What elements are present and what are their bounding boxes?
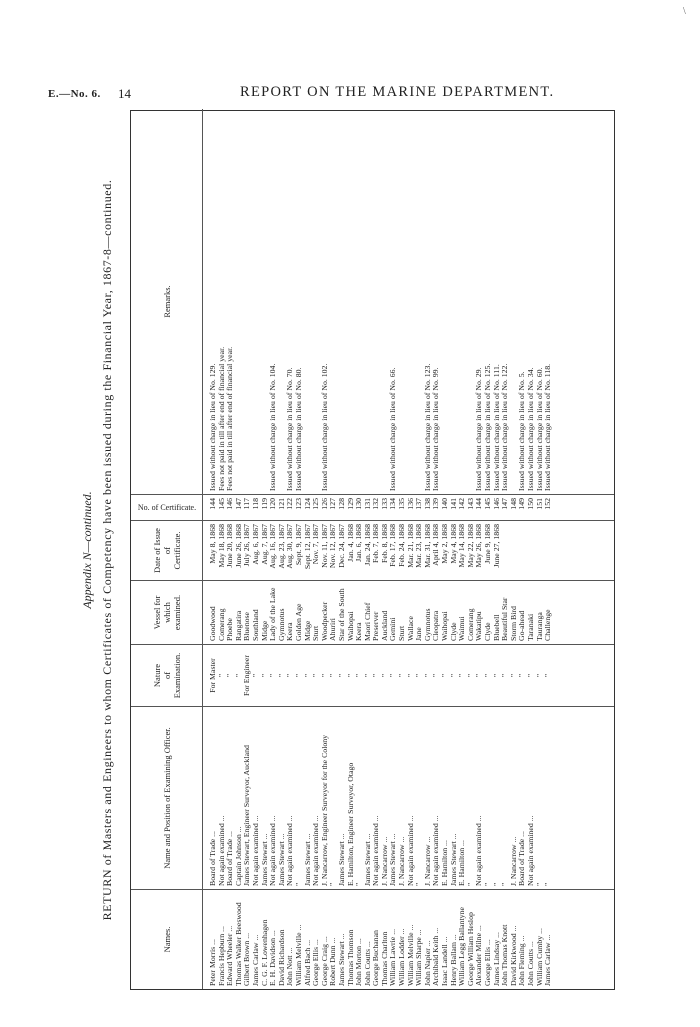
examiner-cell: " <box>543 882 553 886</box>
number-cell: 134 <box>388 498 398 510</box>
number-cell: 149 <box>517 498 527 510</box>
vessel-cell: Golden Age <box>293 603 303 641</box>
examiner-cell: James Stewart ... <box>362 833 372 886</box>
examiner-cell: James Stewart ... <box>302 833 312 886</box>
number-cell: 130 <box>354 498 364 510</box>
vessel-cell: Midge <box>302 620 312 641</box>
vessel-cell: Auckland <box>379 610 389 641</box>
nature-cell: " <box>388 673 398 678</box>
name-cell: Henry Ballam ... <box>448 934 458 986</box>
nature-cell: " <box>362 673 372 678</box>
nature-cell: " <box>336 673 346 678</box>
number-cell: 139 <box>431 498 441 510</box>
remarks-cell <box>304 109 313 494</box>
remarks-cell: Issued without charge in lieu of No. 60. <box>534 367 544 491</box>
date-cell: Sept. 12, 1867 <box>302 524 312 570</box>
vessel-header: Vessel for which examined. <box>131 581 203 644</box>
nature-header: Nature of Examination. <box>131 645 203 706</box>
vessel-cell: Cleopatra <box>431 610 441 641</box>
nature-cell: " <box>302 673 312 678</box>
number-cell: 137 <box>414 498 424 510</box>
date-cell: Aug. 30, 1867 <box>285 524 295 569</box>
nature-cell: " <box>250 673 260 678</box>
examiner-cell: Not again examined ... <box>525 815 535 886</box>
examiner-cell: " <box>491 882 501 886</box>
remarks-cell <box>407 109 416 494</box>
examiner-cell: Not again examined ... <box>405 815 415 886</box>
nature-cell: " <box>465 673 475 678</box>
vessel-cell: Maori Chief <box>362 602 372 641</box>
page-number: 14 <box>118 86 131 101</box>
remarks-cell <box>441 109 450 494</box>
examiner-cell: " <box>483 882 492 886</box>
vessel-column <box>131 580 614 644</box>
vessel-cell: Storm Bird <box>508 606 518 641</box>
remarks-cell: Issued without charge in lieu of No. 125. <box>483 363 492 491</box>
rotated-table-block <box>80 110 620 990</box>
name-cell: John Napier ... <box>422 940 432 986</box>
examiner-cell: " <box>534 882 544 886</box>
vessel-cell: Woodpecker <box>319 601 329 641</box>
nature-cell: " <box>500 673 510 678</box>
name-cell: Thomas Walker Beeswood <box>233 902 243 986</box>
vessel-cell: Goodwood <box>208 606 217 641</box>
remarks-cell: Issued without charge in lieu of No. 123. <box>422 363 432 491</box>
number-cell: 148 <box>508 498 518 510</box>
nature-column <box>131 644 614 706</box>
appendix-label: Appendix N—continued. <box>80 491 94 609</box>
number-cell: 131 <box>362 498 372 510</box>
vessel-cell: Tauranga <box>534 612 544 641</box>
name-cell: Gilbert Brown ... <box>242 932 252 986</box>
date-cell: May 2, 1868 <box>440 524 450 564</box>
number-cell: 120 <box>268 498 278 510</box>
examiner-column <box>131 706 614 889</box>
date-cell: Nov. 7, 1867 <box>311 524 321 565</box>
examiner-cell: Not again examined ... <box>371 815 381 886</box>
examiner-cell: J. Nancarrow, Engineer Surveyor for the Colony <box>319 734 329 886</box>
name-cell: James Lindsay ... <box>491 932 501 986</box>
vessel-cell: Clyde <box>483 622 492 641</box>
number-cell: 143 <box>465 498 475 510</box>
number-cell: 150 <box>525 498 535 510</box>
report-title: REPORT ON THE MARINE DEPARTMENT. <box>240 84 555 100</box>
number-cell: 146 <box>225 498 235 510</box>
remarks-header: Remarks. <box>131 109 203 494</box>
nature-cell: " <box>319 673 329 678</box>
name-cell: George Buchanan <box>371 930 381 986</box>
number-cell: 122 <box>285 498 295 510</box>
number-cell: 147 <box>500 498 510 510</box>
nature-cell: " <box>517 673 527 678</box>
nature-cell: " <box>268 673 278 678</box>
remarks-cell <box>355 109 364 494</box>
nature-cell: " <box>225 673 235 678</box>
nature-cell: " <box>216 673 226 678</box>
vessel-cell: Rangatira <box>233 610 243 641</box>
examiner-cell: James Stewart ... <box>276 833 286 886</box>
nature-cell: " <box>354 673 364 678</box>
vessel-cell: Midge <box>259 620 269 641</box>
number-column <box>131 494 614 520</box>
number-cell: 129 <box>345 498 355 510</box>
number-header <box>131 495 203 520</box>
number-cell: 123 <box>293 498 303 510</box>
examiner-cell: E. Hamilton, Engineer Surveyor, Otago <box>345 762 355 886</box>
number-cell: 118 <box>250 498 260 510</box>
nature-cell: " <box>293 673 303 678</box>
examiner-cell: Not again examined ... <box>216 815 226 886</box>
examiner-cell: " <box>465 882 475 886</box>
date-cell: May 26, 1868 <box>474 524 484 568</box>
date-cell: Aug. 16, 1867 <box>268 524 278 569</box>
nature-cell: " <box>534 673 544 678</box>
date-cell: Dec. 24, 1867 <box>336 524 346 568</box>
names-header: Names. <box>131 890 203 989</box>
date-cell: Jan. 6, 1868 <box>354 524 364 562</box>
remarks-cell: Issued without charge in lieu of No. 129. <box>208 363 217 491</box>
remarks-cell: Fees not paid in till after end of financial year. <box>216 346 226 491</box>
name-cell: John Nott ... <box>285 947 295 986</box>
remarks-cell <box>243 109 252 494</box>
name-cell: David Richardson <box>276 929 286 986</box>
nature-cell: " <box>483 673 492 678</box>
number-cell: 126 <box>319 498 329 510</box>
vessel-cell: Keera <box>285 622 295 641</box>
examiner-cell: " <box>328 882 338 886</box>
examiner-cell: Not again examined ... <box>474 815 484 886</box>
remarks-cell: Issued without charge in lieu of No. 102. <box>319 363 329 491</box>
examiner-cell: James Stewart ... <box>259 833 269 886</box>
vessel-cell: Gemini <box>388 617 398 641</box>
number-cell: 128 <box>336 498 346 510</box>
name-cell: Edward Wheeler ... <box>225 925 235 986</box>
examiner-cell: James Stewart, Engineer Surveyor, Auckland <box>242 745 252 886</box>
number-cell: 121 <box>276 498 286 510</box>
nature-cell: " <box>371 673 381 678</box>
remarks-cell: Issued without charge in lieu of No. 5. <box>517 371 527 491</box>
number-cell: 146 <box>491 498 501 510</box>
nature-cell: " <box>311 673 321 678</box>
examiner-cell: Not again examined ... <box>431 815 441 886</box>
date-cell: May 22, 1868 <box>465 524 475 568</box>
vessel-cell: Keera <box>354 622 364 641</box>
vessel-cell: Bluebell <box>491 614 501 641</box>
name-cell: George Craig ... <box>319 936 329 986</box>
vessel-cell: Taranaki <box>525 613 535 641</box>
date-header: Date of Issue of Certificate. <box>131 521 203 580</box>
date-cell: Nov. 11, 1867 <box>319 524 329 568</box>
vessel-cell: Bluenose <box>242 611 252 641</box>
nature-cell: " <box>491 673 501 678</box>
nature-cell: " <box>379 673 389 678</box>
remarks-cell <box>347 109 356 494</box>
nature-cell: " <box>448 673 458 678</box>
table-caption: RETURN of Masters and Engineers to whom Certificates of Competency have been issued during the Financial Year, 1867-8—continued. <box>100 179 114 921</box>
date-cell: Feb. 8, 1868 <box>379 524 389 563</box>
name-cell: Robert Dunn ... <box>328 937 338 986</box>
corner-mark: \ <box>683 6 686 17</box>
date-cell: Jan. 24, 1868 <box>362 524 372 566</box>
remarks-cell: Issued without charge in lieu of No. 111. <box>491 364 501 491</box>
vessel-cell: Waihopai <box>440 611 450 641</box>
number-cell: 142 <box>457 498 467 510</box>
date-cell: June 26, 1868 <box>233 524 243 568</box>
number-header-label: No. of Certificate. <box>137 502 196 512</box>
nature-cell: For Master <box>208 658 217 693</box>
number-cell: 124 <box>302 498 312 510</box>
number-cell: 127 <box>328 498 338 510</box>
examiner-cell: Not again examined ... <box>268 815 278 886</box>
number-cell: 144 <box>208 498 217 510</box>
date-cell: Nov. 12, 1867 <box>328 524 338 569</box>
number-cell: 138 <box>422 498 432 510</box>
examiner-cell: J. Nancarrow ... <box>397 836 407 886</box>
number-cell: 132 <box>371 498 381 510</box>
remarks-cell: Issued without charge in lieu of No. 66. <box>388 367 398 491</box>
nature-cell: " <box>397 673 407 678</box>
names-column <box>131 889 614 989</box>
name-cell: William Lodder ... <box>397 928 407 986</box>
vessel-cell: Southland <box>250 609 260 641</box>
name-cell: William Melville ... <box>405 924 415 986</box>
nature-cell: " <box>233 673 243 678</box>
vessel-cell: Sturt <box>311 625 321 641</box>
vessel-cell: Jane <box>414 627 424 641</box>
number-cell: 140 <box>440 498 450 510</box>
nature-cell: " <box>345 673 355 678</box>
name-cell: Alexander Milne ... <box>474 925 484 986</box>
name-cell: David Kirkwood ... <box>508 925 518 986</box>
name-cell: James Carlaw ... <box>543 934 553 986</box>
remarks-cell: Issued without charge in lieu of No. 70. <box>285 367 295 491</box>
remarks-cell: Issued without charge in lieu of No. 104. <box>268 363 278 491</box>
vessel-cell: Challenge <box>543 609 553 641</box>
name-cell: George Ellis ... <box>483 939 492 986</box>
name-cell: Thomas Charlton <box>379 931 389 986</box>
name-cell: Isaac Landell ... <box>440 936 450 986</box>
nature-cell: " <box>508 673 518 678</box>
date-cell: April 4, 1868 <box>431 524 441 566</box>
name-cell: James Carlaw ... <box>250 934 260 986</box>
date-cell: July 26, 1867 <box>242 524 252 567</box>
examiner-cell: James Stewart ... <box>336 833 346 886</box>
number-cell: 144 <box>474 498 484 510</box>
remarks-column <box>131 109 614 494</box>
examiner-cell: James Stewart ... <box>388 833 398 886</box>
remarks-cell: Issued without charge in lieu of No. 29. <box>474 367 484 491</box>
vessel-cell: Preserver <box>371 611 381 641</box>
document-code: E.—No. 6. <box>48 88 101 100</box>
examiner-cell: E. Hamilton ... <box>440 840 450 886</box>
nature-cell: " <box>276 673 286 678</box>
remarks-cell <box>252 109 261 494</box>
vessel-cell: Waimui <box>457 616 467 641</box>
examiner-cell: " <box>354 882 364 886</box>
number-cell: 136 <box>405 498 415 510</box>
vessel-cell: Gymnotus <box>422 608 432 641</box>
name-cell: John Thomas Knott <box>500 924 510 986</box>
number-cell: 117 <box>242 498 252 510</box>
vessel-cell: Phoebe <box>225 618 235 641</box>
vessel-cell: Lady of the Lake <box>268 587 278 641</box>
remarks-cell: Issued without charge in lieu of No. 122. <box>500 363 510 491</box>
number-cell: 152 <box>543 498 553 510</box>
number-cell: 141 <box>448 498 458 510</box>
name-cell: William Lawrie ... <box>388 928 398 986</box>
number-cell: 151 <box>534 498 544 510</box>
remarks-cell: Issued without charge in lieu of No. 99. <box>431 367 441 491</box>
examiner-cell: Board of Trade ... <box>517 830 527 886</box>
remarks-cell: Issued without charge in lieu of No. 118. <box>543 363 553 491</box>
examiner-cell: " <box>293 882 303 886</box>
vessel-cell: Star of the South <box>336 588 346 641</box>
date-cell: June 9, 1868 <box>483 524 492 564</box>
date-cell: Aug. 23, 1867 <box>276 524 286 569</box>
date-cell: Mar. 31, 1868 <box>422 524 432 568</box>
name-cell: Alfred Bach ... <box>302 939 312 986</box>
vessel-cell: Comerang <box>216 608 226 641</box>
vessel-cell: Comerang <box>465 608 475 641</box>
number-cell: 119 <box>259 498 269 510</box>
vessel-cell: Clyde <box>448 622 458 641</box>
number-cell: 133 <box>379 498 389 510</box>
examiner-cell: Captain Johnson ... <box>233 826 243 886</box>
examiner-cell: Not again examined ... <box>311 815 321 886</box>
certificates-table <box>130 110 615 990</box>
remarks-cell: Issued without charge in lieu of No. 34. <box>525 367 535 491</box>
name-cell: John Morton ... <box>354 938 364 986</box>
date-cell: May 14, 1868 <box>457 524 467 568</box>
date-cell: Feb. 17, 1868 <box>388 524 398 567</box>
examiner-cell: James Stewart ... <box>448 833 458 886</box>
examiner-cell: J. Nancarrow ... <box>379 836 389 886</box>
examiner-cell: " <box>500 882 510 886</box>
date-cell: Feb. 24, 1868 <box>397 524 407 567</box>
remarks-cell <box>450 109 459 494</box>
remarks-cell: Issued without charge in lieu of No. 80. <box>293 367 303 491</box>
name-cell: William Sharpe ... <box>414 929 424 986</box>
date-cell: Jan. 4, 1868 <box>345 524 355 562</box>
date-cell: Aug. 7, 1867 <box>259 524 269 565</box>
number-cell: 135 <box>397 498 407 510</box>
vessel-cell: Go-ahead <box>517 610 527 641</box>
nature-cell: " <box>431 673 441 678</box>
date-cell: Aug. 6, 1867 <box>250 524 260 565</box>
remarks-cell <box>458 109 467 494</box>
nature-cell: " <box>259 673 269 678</box>
examiner-cell: Board of Trade ... <box>208 830 217 886</box>
examiner-header: Name and Position of Examining Officer. <box>131 707 203 889</box>
nature-cell: " <box>474 673 484 678</box>
name-cell: Archibald Keith ... <box>431 927 441 986</box>
nature-cell: " <box>405 673 415 678</box>
nature-cell: For Engineer <box>242 655 252 696</box>
date-cell: Sept. 9, 1867 <box>293 524 303 566</box>
examiner-cell: J. Nancarrow ... <box>508 836 518 886</box>
remarks-cell <box>372 109 381 494</box>
nature-cell: " <box>457 673 467 678</box>
date-cell: June 27, 1868 <box>491 524 501 568</box>
name-cell: John Coutts ... <box>362 941 372 986</box>
number-cell: 125 <box>311 498 321 510</box>
remarks-cell <box>364 109 373 494</box>
name-cell: Francis Hepburn ... <box>216 926 226 986</box>
nature-cell: " <box>525 673 535 678</box>
nature-cell: " <box>414 673 424 678</box>
name-cell: Thomas Thomson <box>345 929 355 986</box>
nature-cell: " <box>285 673 295 678</box>
remarks-cell <box>329 109 338 494</box>
examiner-cell: Board of Trade ... <box>225 830 235 886</box>
date-cell: Feb. 7, 1868 <box>371 524 381 563</box>
remarks-cell <box>398 109 407 494</box>
name-cell: John Coutts ... <box>525 941 535 986</box>
date-column <box>131 520 614 580</box>
nature-cell: " <box>422 673 432 678</box>
date-cell: June 20, 1868 <box>225 524 235 568</box>
name-cell: E. H. Davidson ... <box>268 930 278 986</box>
date-cell: May 18, 1868 <box>216 524 226 568</box>
examiner-cell: Not again examined ... <box>285 815 295 886</box>
remarks-cell <box>235 109 244 494</box>
nature-cell: " <box>440 673 450 678</box>
name-cell: William Cumby ... <box>534 928 544 986</box>
vessel-cell: Beautiful Star <box>500 597 510 641</box>
name-cell: John Fleming ... <box>517 935 527 986</box>
number-cell: 145 <box>216 498 226 510</box>
number-cell: 145 <box>483 498 492 510</box>
date-cell: Mar. 23, 1868 <box>414 524 424 568</box>
examiner-cell: E. Hamilton ... <box>457 840 467 886</box>
remarks-cell: Fees not paid in till after end of financial year. <box>225 346 235 491</box>
name-cell: James Stewart ... <box>336 933 346 986</box>
date-cell: May 4, 1868 <box>448 524 458 564</box>
name-cell: C. G. F. Lowenhagen <box>259 919 269 986</box>
name-cell: Peter Morris ... <box>208 939 217 986</box>
date-cell: Mar. 21, 1868 <box>405 524 415 568</box>
nature-cell: " <box>328 673 338 678</box>
name-cell: George Ellis ... <box>311 939 321 986</box>
name-cell: George William Heslop <box>465 912 475 986</box>
vessel-cell: Wallace <box>405 616 415 641</box>
date-cell: May 8, 1868 <box>208 524 217 564</box>
name-cell: William Legg Ballantyne <box>457 907 467 986</box>
vessel-cell: Sturt <box>397 625 407 641</box>
examiner-cell: " <box>414 882 424 886</box>
examiner-cell: Not again examined ... <box>250 815 260 886</box>
vessel-cell: Ahuriri <box>328 618 338 641</box>
vessel-cell: Wakatipu <box>474 611 484 641</box>
vessel-cell: Waihopai <box>345 611 355 641</box>
nature-cell: " <box>543 673 553 678</box>
name-cell: William Melville ... <box>293 924 303 986</box>
number-cell: 147 <box>233 498 243 510</box>
examiner-cell: J. Nancarrow ... <box>422 836 432 886</box>
remarks-cell <box>338 109 347 494</box>
vessel-cell: Gymnotus <box>276 608 286 641</box>
